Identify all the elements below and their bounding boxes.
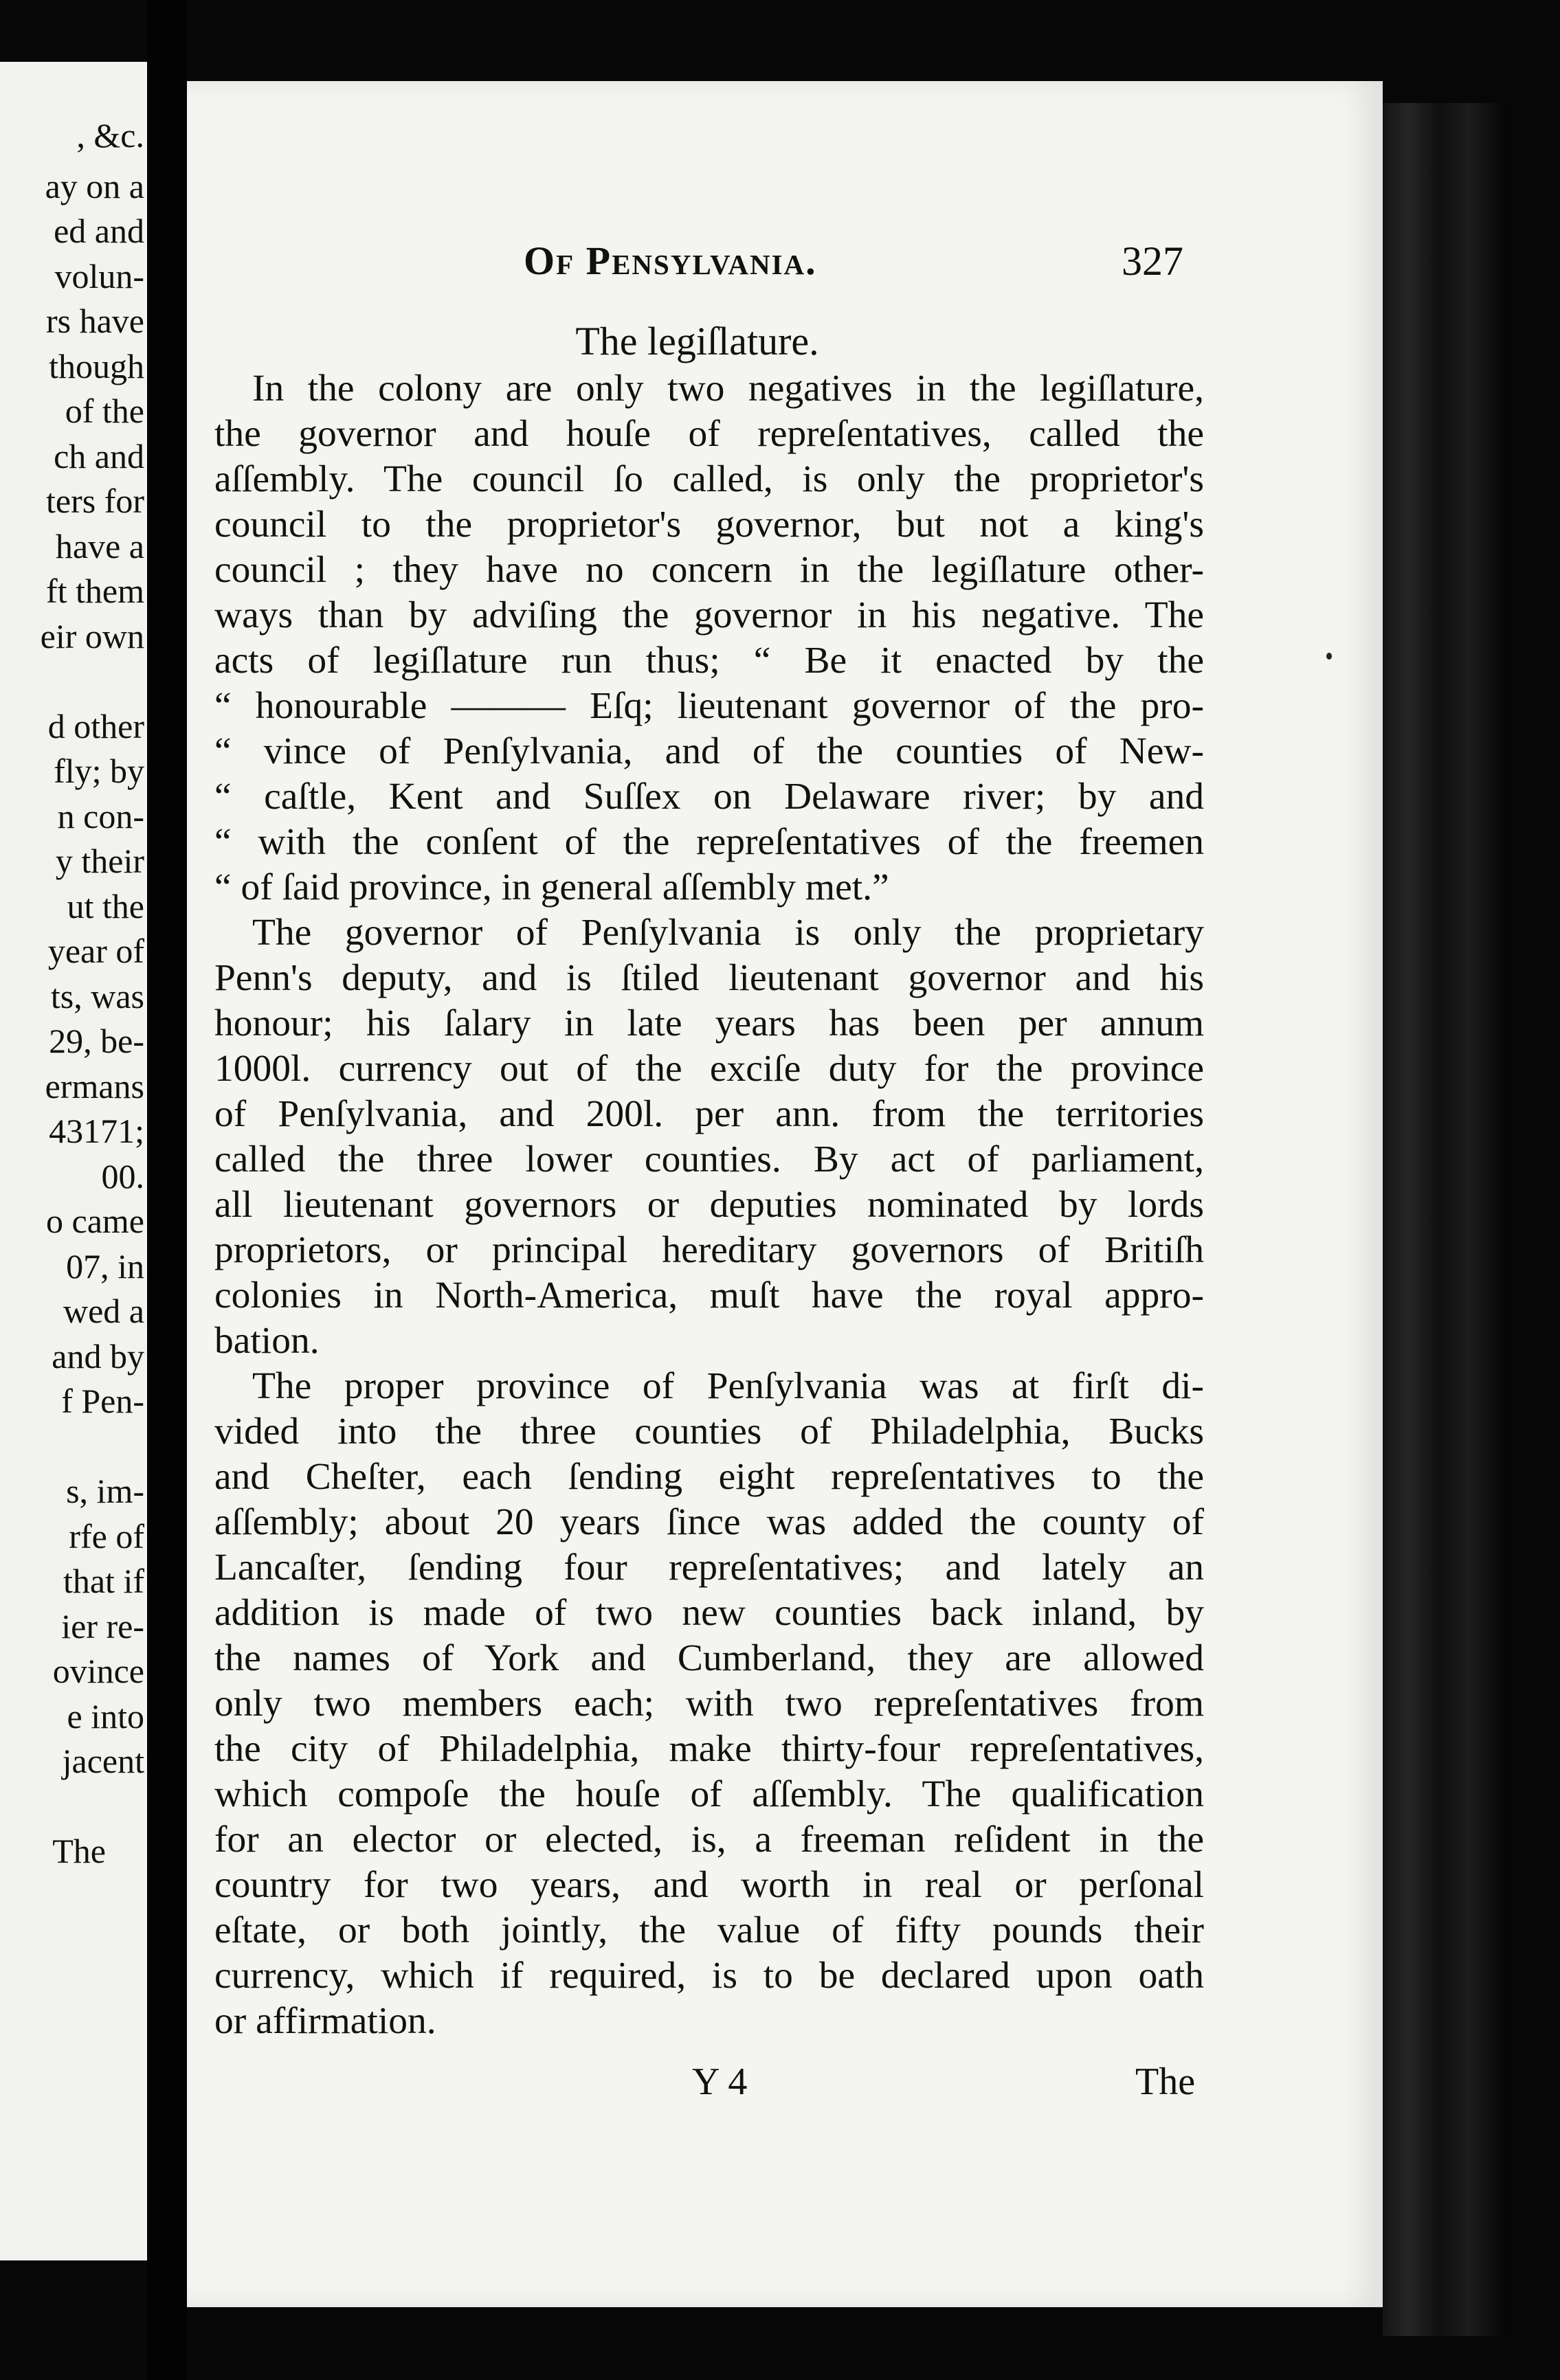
left-page-fragment: ermans (45, 1066, 144, 1105)
left-page-fragment: , &c. (76, 116, 144, 155)
body-text (214, 366, 1204, 2044)
text-line: addition is made of two new counties back inland, by (214, 1592, 1204, 1634)
text-line: Penn's deputy, and is ſtiled lieutenant governor and his (214, 957, 1204, 999)
text-line: “ of ſaid province, in general aſſembly met.” (214, 866, 889, 908)
text-line: “ with the conſent of the repreſentatives of the freemen (214, 821, 1204, 863)
text-line: council ; they have no concern in the legiſlature other- (214, 549, 1204, 591)
text-line: The governor of Penſylvania is only the proprietary (252, 912, 1204, 954)
left-page-fragment: f Pen- (61, 1382, 144, 1420)
text-line: eſtate, or both jointly, the value of fifty pounds their (214, 1909, 1204, 1951)
ink-speck (1326, 653, 1332, 660)
left-page-fragment: volun- (54, 256, 144, 295)
text-line: aſſembly. The council ſo called, is only the proprietor's (214, 458, 1204, 500)
signature-mark: Y 4 (692, 2061, 748, 2103)
left-page-fragment: fly; by (54, 752, 144, 790)
page-header (187, 238, 1383, 293)
left-page-fragment: ts, was (50, 976, 144, 1015)
left-page-fragment: s, im- (66, 1472, 144, 1510)
text-line: which compoſe the houſe of aſſembly. The qualification (214, 1773, 1204, 1815)
page-footer (187, 2060, 1383, 2108)
text-line: and Cheſter, each ſending eight repreſentatives to the (214, 1456, 1204, 1498)
text-line: bation. (214, 1320, 320, 1362)
left-page-fragment: n con- (57, 796, 144, 835)
text-line: country for two years, and worth in real or perſonal (214, 1864, 1204, 1906)
section-heading: The legiſlature. (575, 319, 819, 363)
text-line: currency, which if required, is to be declared upon oath (214, 1955, 1204, 1997)
text-line: all lieutenant governors or deputies nominated by lords (214, 1184, 1204, 1226)
left-page-fragment: The (52, 1832, 106, 1870)
text-line: honour; his ſalary in late years has been per annum (214, 1002, 1204, 1044)
left-page-fragment: 00. (101, 1156, 144, 1195)
text-line: proprietors, or principal hereditary governors of Britiſh (214, 1229, 1204, 1271)
left-page-fragment: and by (52, 1336, 144, 1376)
text-line: or affirmation. (214, 2000, 436, 2042)
left-page-fragment: ters for (46, 482, 144, 520)
book-gutter (147, 0, 187, 2380)
text-line: aſſembly; about 20 years ſince was added the county of (214, 1501, 1204, 1543)
text-line: the city of Philadelphia, make thirty-four repreſentatives, (214, 1728, 1204, 1770)
text-line: “ caſtle, Kent and Suſſex on Delaware river; by and (214, 776, 1204, 818)
left-page-fragment: that if (63, 1562, 144, 1600)
text-line: acts of legiſlature run thus; “ Be it enacted by the (214, 640, 1204, 682)
left-page-fragment: o came (46, 1202, 144, 1240)
left-page-fragment: ft them (45, 572, 144, 610)
page-stack-edge (1383, 103, 1506, 2336)
text-line: for an elector or elected, is, a freeman reſident in the (214, 1819, 1204, 1861)
left-page-fragment: have a (55, 526, 144, 565)
text-line: called the three lower counties. By act of parliament, (214, 1138, 1204, 1180)
left-page-fragment: wed a (63, 1292, 144, 1330)
left-page-fragment: ier re- (61, 1606, 144, 1646)
left-page-fragment: of the (65, 392, 144, 430)
left-page-fragment: y their (55, 842, 144, 880)
left-page-fragment: ed and (54, 212, 144, 250)
left-page-fragment: ch and (54, 436, 144, 475)
text-line: The proper province of Penſylvania was at firſt di- (252, 1365, 1204, 1407)
left-page-fragment: 07, in (66, 1246, 144, 1286)
text-line: the names of York and Cumberland, they are allowed (214, 1637, 1204, 1679)
left-page-fragment: ay on a (45, 166, 144, 205)
left-page-fragment: ovince (52, 1652, 144, 1690)
text-line: Lancaſter, ſending four repreſentatives; and lately an (214, 1547, 1204, 1588)
text-line: of Penſylvania, and 200l. per ann. from the territories (214, 1093, 1204, 1135)
left-page-fragment: 29, be- (49, 1022, 144, 1060)
left-page-fragment: rs have (46, 302, 144, 340)
left-page-fragment: eir own (40, 616, 144, 655)
text-line: the governor and houſe of repreſentatives, called the (214, 413, 1204, 455)
main-page (187, 81, 1383, 2307)
text-line: 1000l. currency out of the exciſe duty for the province (214, 1048, 1204, 1090)
text-line: ways than by adviſing the governor in his negative. The (214, 594, 1204, 636)
text-line: In the colony are only two negatives in the legiſlature, (252, 368, 1204, 409)
left-facing-page (0, 62, 147, 2260)
text-line: vided into the three counties of Philadelphia, Bucks (214, 1411, 1204, 1452)
text-line: council to the proprietor's governor, but not a king's (214, 504, 1204, 546)
page-number: 327 (1122, 238, 1183, 284)
left-page-fragment: rfe of (69, 1516, 144, 1556)
left-page-fragment: e into (67, 1696, 144, 1736)
text-line: colonies in North-America, muſt have the royal appro- (214, 1275, 1204, 1316)
left-page-fragment: year of (47, 932, 144, 970)
catchword: The (1135, 2061, 1196, 2103)
left-page-fragment: d other (47, 706, 144, 745)
left-page-fragment: 43171; (49, 1112, 144, 1150)
text-line: “ vince of Penſylvania, and of the counties of New- (214, 730, 1204, 772)
left-page-fragment: jacent (62, 1742, 144, 1780)
left-page-fragment: ut the (67, 886, 144, 925)
text-line: “ honourable ——— Eſq; lieutenant governor of the pro- (214, 685, 1204, 727)
left-page-fragment: though (49, 346, 144, 385)
running-title: Of Pensylvania. (524, 238, 817, 283)
text-line: only two members each; with two repreſentatives from (214, 1683, 1204, 1725)
